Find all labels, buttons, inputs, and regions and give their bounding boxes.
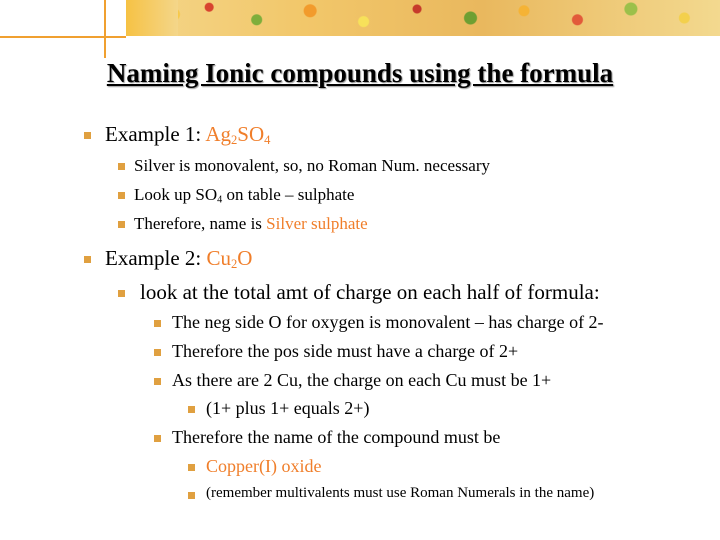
bullet-icon (154, 435, 161, 442)
bullet-icon (118, 290, 125, 297)
decorative-vertical-rule (104, 0, 106, 58)
bullet-icon (154, 349, 161, 356)
decorative-horizontal-rule (0, 36, 126, 38)
bullet-icon (118, 192, 125, 199)
bullet-icon (154, 378, 161, 385)
bullet-icon (84, 132, 91, 139)
example-2-detail-1: The neg side O for oxygen is monovalent – has charge of 2- (172, 312, 604, 332)
bullet-icon (84, 256, 91, 263)
header-banner-edge (126, 0, 178, 36)
example-2-subpoint: look at the total amt of charge on each half of formula: (140, 280, 600, 304)
bullet-icon (118, 221, 125, 228)
bullet-icon (154, 320, 161, 327)
example-1-heading (105, 122, 270, 147)
example-1-formula: $Ag_2SO_4$ (205, 122, 271, 148)
bullet-icon (188, 492, 195, 499)
example-1-point-2: Look up $SO_4$ on table – sulphate (134, 185, 355, 206)
bullet-icon (118, 163, 125, 170)
example-2-detail-2: Therefore the pos side must have a charge of 2+ (172, 341, 519, 361)
example-2-label: Example 2: (105, 246, 207, 270)
example-1-point-1: Silver is monovalent, so, no Roman Num. necessary (134, 156, 491, 175)
slide-title: Naming Ionic compounds using the formula (106, 58, 614, 88)
bullet-icon (188, 464, 195, 471)
example-2-detail-3: As there are 2 Cu, the charge on each Cu must be 1+ (172, 370, 552, 390)
example-1-point-3: Therefore, name is Silver sulphate (134, 214, 368, 233)
header-banner-image (126, 0, 720, 36)
example-2-reminder: (remember multivalents must use Roman Numerals in the name) (206, 485, 595, 501)
example-2-detail-4: (1+ plus 1+ equals 2+) (206, 398, 370, 418)
example-1-label: Example 1: (105, 122, 206, 146)
copper-oxide-answer: Copper(I) oxide (206, 456, 322, 476)
bullet-icon (188, 406, 195, 413)
example-2-heading (105, 246, 252, 271)
silver-sulphate-answer: Silver sulphate (266, 214, 368, 233)
example-2-formula: $Cu_2O$ (206, 246, 253, 272)
example-2-detail-5: Therefore the name of the compound must be (172, 427, 501, 447)
